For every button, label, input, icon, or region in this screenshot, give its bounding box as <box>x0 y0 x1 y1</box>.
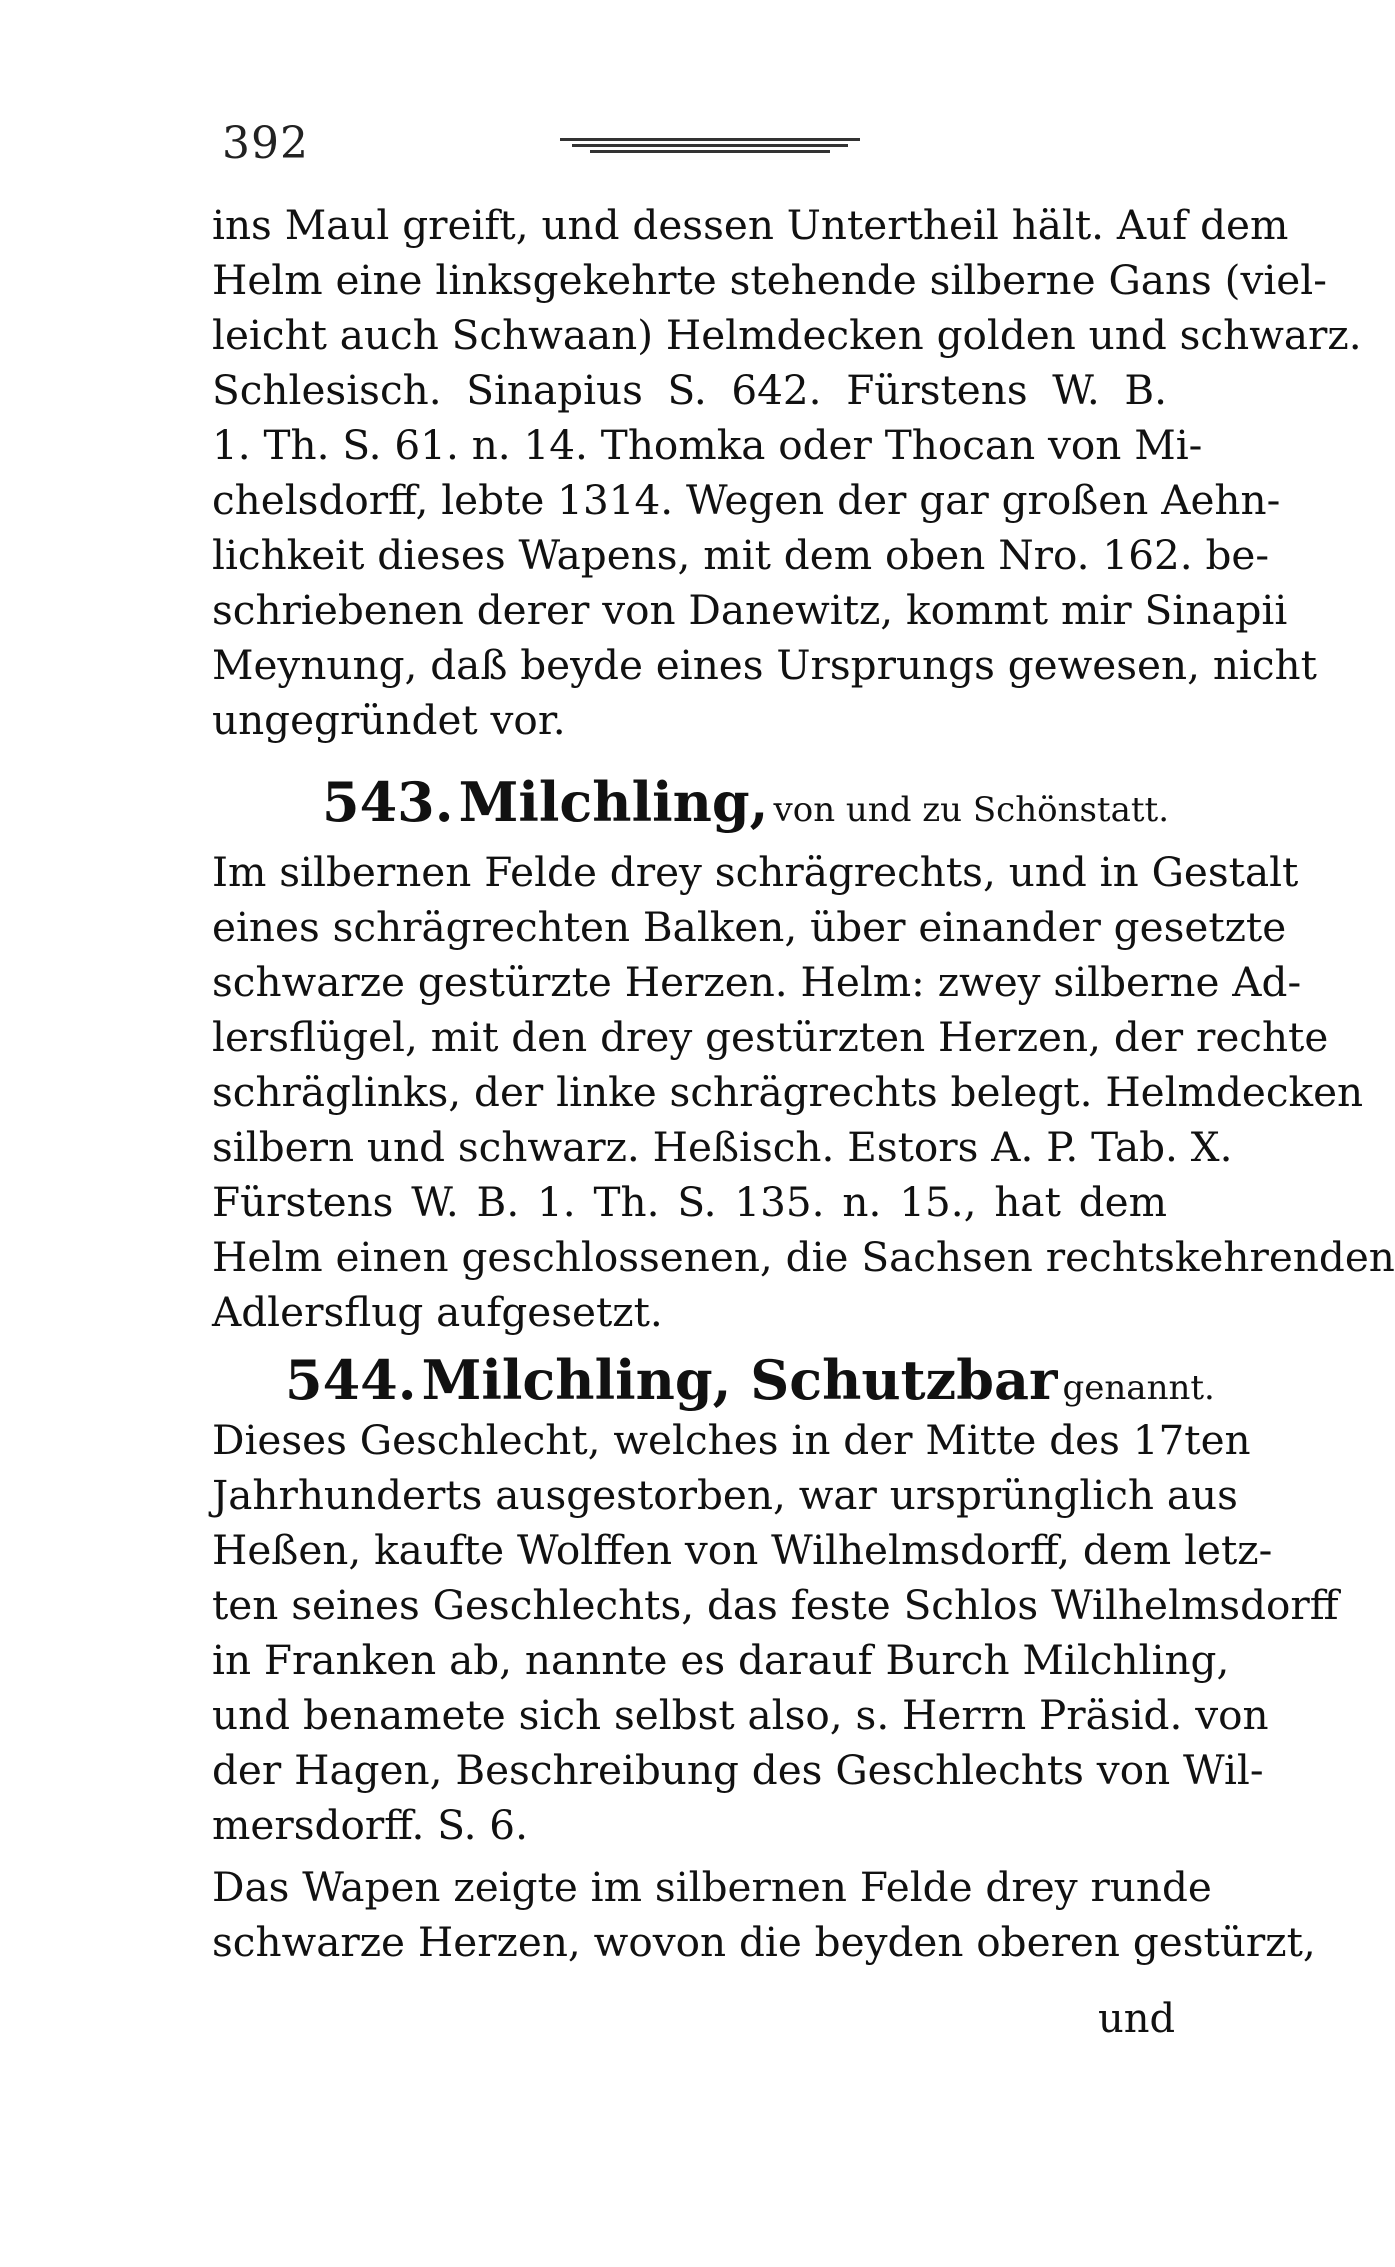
rule-line <box>560 138 860 141</box>
entry-subtitle: von und zu Schönstatt. <box>773 790 1169 830</box>
text-line: Heßen, kaufte Wolffen von Wilhelmsdorff, dem letz- <box>212 1526 1273 1574</box>
text-line: lichkeit dieses Wapens, mit dem oben Nro. 162. be- <box>212 531 1270 579</box>
entry-subtitle: genannt. <box>1062 1368 1215 1408</box>
text-line: schwarze Herzen, wovon die beyden oberen gestürzt, <box>212 1918 1316 1966</box>
rule-line <box>572 144 848 147</box>
text-line: Im silbernen Felde drey schrägrechts, und in Gestalt <box>212 848 1299 896</box>
entry-544-body-2 <box>212 1860 1316 1970</box>
text-line: silbern und schwarz. Heßisch. Estors A. P. Tab. X. <box>212 1123 1233 1171</box>
text-line: lersflügel, mit den drey gestürzten Herzen, der rechte <box>212 1013 1329 1061</box>
text-line: in Franken ab, nannte es darauf Burch Milchling, <box>212 1636 1230 1684</box>
text-line: und benamete sich selbst also, s. Herrn Präsid. von <box>212 1691 1269 1739</box>
text-line: Meynung, daß beyde eines Ursprungs gewesen, nicht <box>212 641 1317 689</box>
text-line: leicht auch Schwaan) Helmdecken golden und schwarz. <box>212 311 1362 359</box>
entry-heading-543 <box>322 770 1169 834</box>
entry-heading-544 <box>285 1348 1215 1412</box>
text-line: Jahrhunderts ausgestorben, war ursprünglich aus <box>212 1471 1238 1519</box>
entry-543-body <box>212 845 1395 1340</box>
catchword: und <box>1098 1996 1176 2042</box>
entry-name: Milchling, Schutzbar <box>421 1348 1058 1412</box>
text-line: schräglinks, der linke schrägrechts belegt. Helmdecken <box>212 1068 1364 1116</box>
text-line: mersdorff. S. 6. <box>212 1801 528 1849</box>
text-line: Fürstens W. B. 1. Th. S. 135. n. 15., hat dem <box>212 1178 1167 1226</box>
text-line: schriebenen derer von Danewitz, kommt mir Sinapii <box>212 586 1288 634</box>
text-line: ins Maul greift, und dessen Untertheil hält. Auf dem <box>212 201 1289 249</box>
text-line: ungegründet vor. <box>212 696 566 744</box>
text-line: ten seines Geschlechts, das feste Schlos Wilhelmsdorff <box>212 1581 1339 1629</box>
rule-line <box>590 150 830 153</box>
text-line: Das Wapen zeigte im silbernen Felde drey runde <box>212 1863 1212 1911</box>
text-line: der Hagen, Beschreibung des Geschlechts von Wil- <box>212 1746 1264 1794</box>
page-number: 392 <box>222 118 309 169</box>
text-line: chelsdorff, lebte 1314. Wegen der gar großen Aehn- <box>212 476 1281 524</box>
entry-544-body <box>212 1413 1339 1853</box>
text-line: Adlersflug aufgesetzt. <box>212 1288 663 1336</box>
text-line: Schlesisch. Sinapius S. 642. Fürstens W. B. <box>212 366 1167 414</box>
text-line: Dieses Geschlecht, welches in der Mitte des 17ten <box>212 1416 1251 1464</box>
continuation-paragraph <box>212 198 1362 748</box>
text-line: 1. Th. S. 61. n. 14. Thomka oder Thocan von Mi- <box>212 421 1203 469</box>
entry-number: 544. <box>285 1348 417 1412</box>
header-rule <box>560 138 860 154</box>
text-line: Helm eine linksgekehrte stehende silberne Gans (viel- <box>212 256 1327 304</box>
text-line: schwarze gestürzte Herzen. Helm: zwey silberne Ad- <box>212 958 1302 1006</box>
entry-name: Milchling, <box>458 770 769 834</box>
entry-number: 543. <box>322 770 454 834</box>
text-line: eines schrägrechten Balken, über einander gesetzte <box>212 903 1287 951</box>
text-line: Helm einen geschlossenen, die Sachsen rechtskehrenden <box>212 1233 1395 1281</box>
